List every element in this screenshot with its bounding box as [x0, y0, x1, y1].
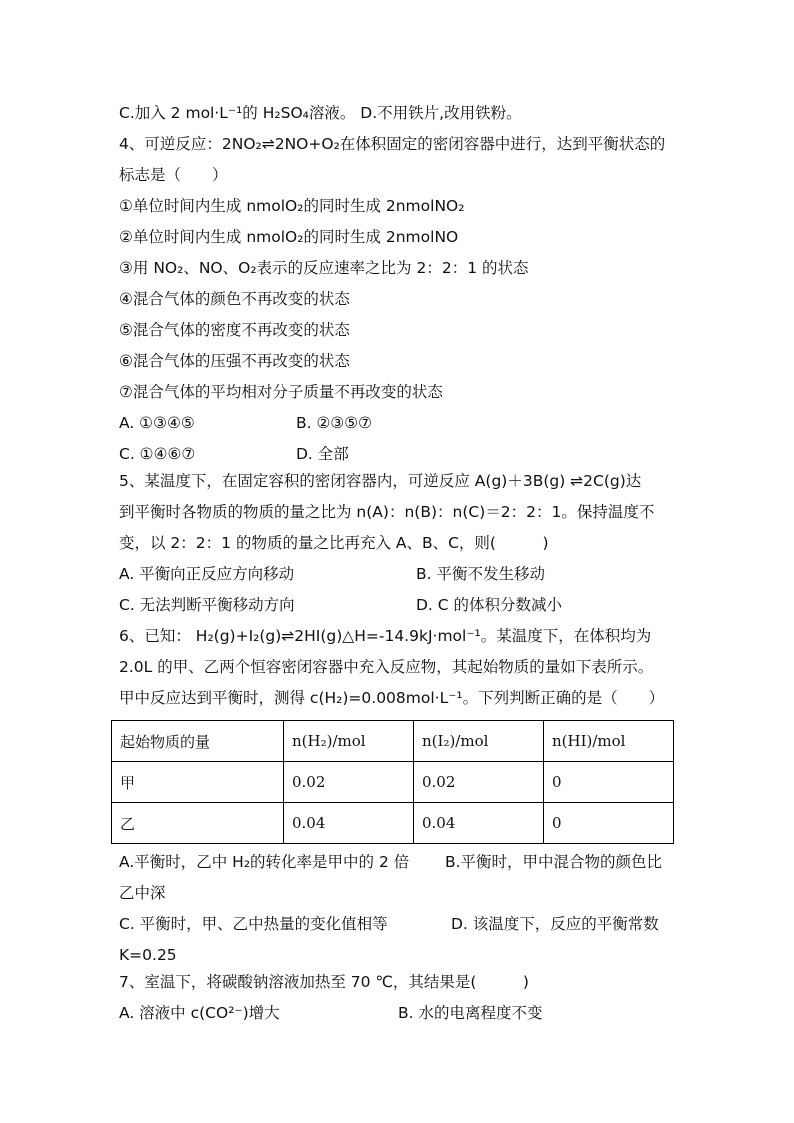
q6-option-a: A.平衡时，乙中 H₂的转化率是甲中的 2 倍: [119, 853, 410, 871]
table-header-row: [112, 721, 674, 762]
q4-option-a: A. ①③④⑤: [119, 414, 195, 432]
q6-option-d: D. 该温度下，反应的平衡常数: [451, 915, 659, 933]
q4-item-2: ②单位时间内生成 nmolO₂的同时生成 2nmolNO: [119, 228, 459, 246]
table-header-cell: n(H₂)/mol: [284, 721, 414, 762]
q4-stem-line2: 标志是（ ）: [119, 166, 228, 184]
table-header-cell: 起始物质的量: [112, 721, 284, 762]
table-cell: 0.02: [414, 762, 544, 803]
q6-stem-line2: 2.0L 的甲、乙两个恒容密闭容器中充入反应物，其起始物质的量如下表所示。: [119, 658, 654, 676]
table-cell: 甲: [112, 762, 284, 803]
table-header-cell: n(I₂)/mol: [414, 721, 544, 762]
q6-option-b-cont: 乙中深: [119, 884, 166, 902]
q4-item-7: ⑦混合气体的平均相对分子质量不再改变的状态: [119, 383, 443, 401]
q5-stem-line2: 到平衡时各物质的物质的量之比为 n(A)：n(B)：n(C)＝2：2：1。保持温度不: [119, 503, 655, 521]
q5-option-d: D. C 的体积分数减小: [416, 596, 563, 614]
q5-stem-line1: 5、某温度下，在固定容积的密闭容器内，可逆反应 A(g)＋3B(g) ⇌2C(g)达: [119, 472, 642, 490]
q7-stem: 7、室温下，将碳酸钠溶液加热至 70 ℃，其结果是( ): [119, 973, 529, 991]
q5-option-c: C. 无法判断平衡移动方向: [119, 596, 295, 614]
q4-item-4: ④混合气体的颜色不再改变的状态: [119, 290, 350, 308]
q6-option-c: C. 平衡时，甲、乙中热量的变化值相等: [119, 915, 388, 933]
q7-option-a: A. 溶液中 c(CO²⁻)增大: [119, 1004, 280, 1022]
q4-item-6: ⑥混合气体的压强不再改变的状态: [119, 352, 350, 370]
q4-option-b: B. ②③⑤⑦: [296, 414, 373, 432]
q6-option-d-cont: K=0.25: [119, 946, 177, 964]
table-row: [112, 762, 674, 803]
table-cell: 0: [544, 762, 674, 803]
q3-options-cd: C.加入 2 mol·L⁻¹的 H₂SO₄溶液。 D.不用铁片,改用铁粉。: [119, 104, 522, 122]
q6-stem-line1: 6、已知： H₂(g)+I₂(g)⇌2HI(g)△H=-14.9kJ·mol⁻¹。某温度下，在体积均为: [119, 627, 652, 645]
q4-option-c: C. ①④⑥⑦: [119, 445, 196, 463]
q7-option-b: B. 水的电离程度不变: [398, 1004, 543, 1022]
table-cell: 0: [544, 803, 674, 844]
q4-item-5: ⑤混合气体的密度不再改变的状态: [119, 321, 350, 339]
table-cell: 0.04: [284, 803, 414, 844]
initial-amount-table: [111, 720, 674, 844]
q5-option-b: B. 平衡不发生移动: [416, 565, 545, 583]
table-cell: 0.04: [414, 803, 544, 844]
q5-option-a: A. 平衡向正反应方向移动: [119, 565, 295, 583]
q4-option-d: D. 全部: [296, 445, 349, 463]
table-header-cell: n(HI)/mol: [544, 721, 674, 762]
q4-item-3: ③用 NO₂、NO、O₂表示的反应速率之比为 2：2：1 的状态: [119, 259, 529, 277]
q4-item-1: ①单位时间内生成 nmolO₂的同时生成 2nmolNO₂: [119, 197, 465, 215]
q6-option-b: B.平衡时，甲中混合物的颜色比: [445, 853, 663, 871]
table-row: [112, 803, 674, 844]
q6-stem-line3: 甲中反应达到平衡时，测得 c(H₂)=0.008mol·L⁻¹。下列判断正确的是（ ）: [119, 689, 665, 707]
q5-stem-line3: 变，以 2：2：1 的物质的量之比再充入 A、B、C，则( ): [119, 534, 549, 552]
table-cell: 0.02: [284, 762, 414, 803]
table-cell: 乙: [112, 803, 284, 844]
q4-stem-line1: 4、可逆反应：2NO₂⇌2NO+O₂在体积固定的密闭容器中进行，达到平衡状态的: [119, 135, 666, 153]
